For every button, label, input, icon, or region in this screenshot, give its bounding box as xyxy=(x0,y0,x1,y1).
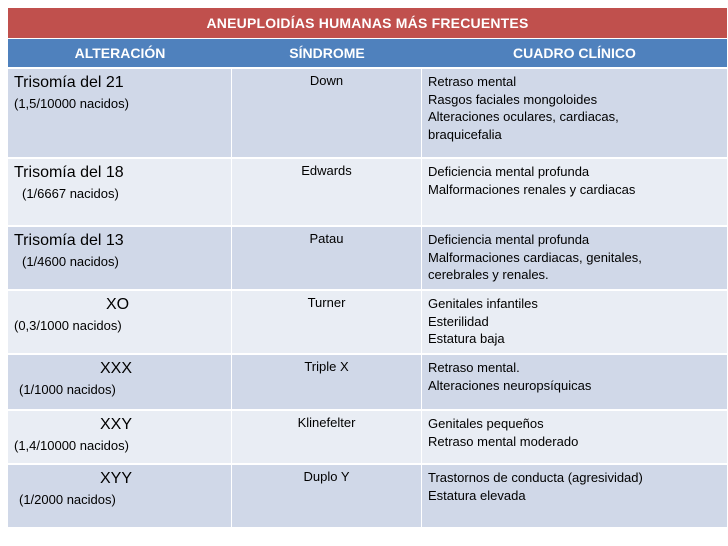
cell-cuadro-clinico xyxy=(422,69,727,157)
table-row xyxy=(8,409,727,463)
table-row xyxy=(8,353,727,409)
cell-sindrome: Triple X xyxy=(232,355,422,409)
cell-alteracion xyxy=(8,69,232,157)
clinical-line: Retraso mental. xyxy=(428,360,520,375)
cell-cuadro-clinico xyxy=(422,227,727,289)
clinical-line: Genitales infantiles xyxy=(428,296,538,311)
cell-sindrome: Edwards xyxy=(232,159,422,225)
table-row xyxy=(8,463,727,527)
cell-alteracion xyxy=(8,291,232,353)
clinical-line: Retraso mental xyxy=(428,74,517,89)
clinical-line: Malformaciones cardiacas, genitales, xyxy=(428,249,642,265)
header-sindrome: SÍNDROME xyxy=(289,45,365,61)
cell-alteracion xyxy=(8,159,232,225)
cell-cuadro-clinico xyxy=(422,159,727,225)
cell-sindrome: Down xyxy=(232,69,422,157)
table-row xyxy=(8,289,727,353)
clinical-line: Alteraciones neuropsíquicas xyxy=(428,377,592,393)
table-row xyxy=(8,225,727,289)
table-title: ANEUPLOIDÍAS HUMANAS MÁS FRECUENTES xyxy=(8,8,727,38)
clinical-line: cerebrales y renales. xyxy=(428,267,549,282)
alteracion-name: Trisomía del 13 xyxy=(14,232,124,249)
cell-sindrome: Duplo Y xyxy=(232,465,422,527)
table-row xyxy=(8,157,727,225)
clinical-line: Alteraciones oculares, cardiacas, xyxy=(428,109,619,124)
cell-alteracion xyxy=(8,227,232,289)
alteracion-name: Trisomía del 21 xyxy=(14,74,124,91)
clinical-line: Estatura elevada xyxy=(428,487,526,503)
cell-alteracion xyxy=(8,355,232,409)
aneuploidy-table xyxy=(8,8,727,527)
alteracion-name: XO xyxy=(106,296,130,313)
alteracion-frequency: (0,3/1000 nacidos) xyxy=(14,318,122,333)
alteracion-frequency: (1,4/10000 nacidos) xyxy=(14,438,129,453)
cell-cuadro-clinico xyxy=(422,465,727,527)
cell-sindrome: Turner xyxy=(232,291,422,353)
alteracion-name: XXX xyxy=(100,360,133,377)
alteracion-frequency: (1/2000 nacidos) xyxy=(19,492,116,507)
cell-alteracion xyxy=(8,411,232,463)
alteracion-frequency: (1/4600 nacidos) xyxy=(22,254,119,269)
alteracion-frequency: (1/6667 nacidos) xyxy=(22,186,119,201)
clinical-line: Malformaciones renales y cardiacas xyxy=(428,181,636,197)
header-row xyxy=(8,38,727,67)
alteracion-name: XXY xyxy=(100,416,133,433)
cell-sindrome: Patau xyxy=(232,227,422,289)
cell-sindrome: Klinefelter xyxy=(232,411,422,463)
alteracion-name: XYY xyxy=(100,470,133,487)
cell-cuadro-clinico xyxy=(422,355,727,409)
clinical-line: Deficiencia mental profunda xyxy=(428,164,590,179)
clinical-line: Trastornos de conducta (agresividad) xyxy=(428,470,643,485)
alteracion-name: Trisomía del 18 xyxy=(14,164,124,181)
cell-cuadro-clinico xyxy=(422,411,727,463)
clinical-line: Deficiencia mental profunda xyxy=(428,232,590,247)
alteracion-frequency: (1,5/10000 nacidos) xyxy=(14,96,129,111)
clinical-line: Estatura baja xyxy=(428,331,505,346)
clinical-line: Esterilidad xyxy=(428,313,489,329)
clinical-line: braquicefalia xyxy=(428,126,502,142)
header-alteracion: ALTERACIÓN xyxy=(74,45,166,61)
clinical-line: Genitales pequeños xyxy=(428,416,544,431)
clinical-line: Rasgos faciales mongoloides xyxy=(428,91,598,107)
header-cuadro-clinico: CUADRO CLÍNICO xyxy=(513,45,636,61)
clinical-line: Retraso mental moderado xyxy=(428,433,579,449)
cell-cuadro-clinico xyxy=(422,291,727,353)
alteracion-frequency: (1/1000 nacidos) xyxy=(19,382,116,397)
cell-alteracion xyxy=(8,465,232,527)
table-row xyxy=(8,67,727,157)
